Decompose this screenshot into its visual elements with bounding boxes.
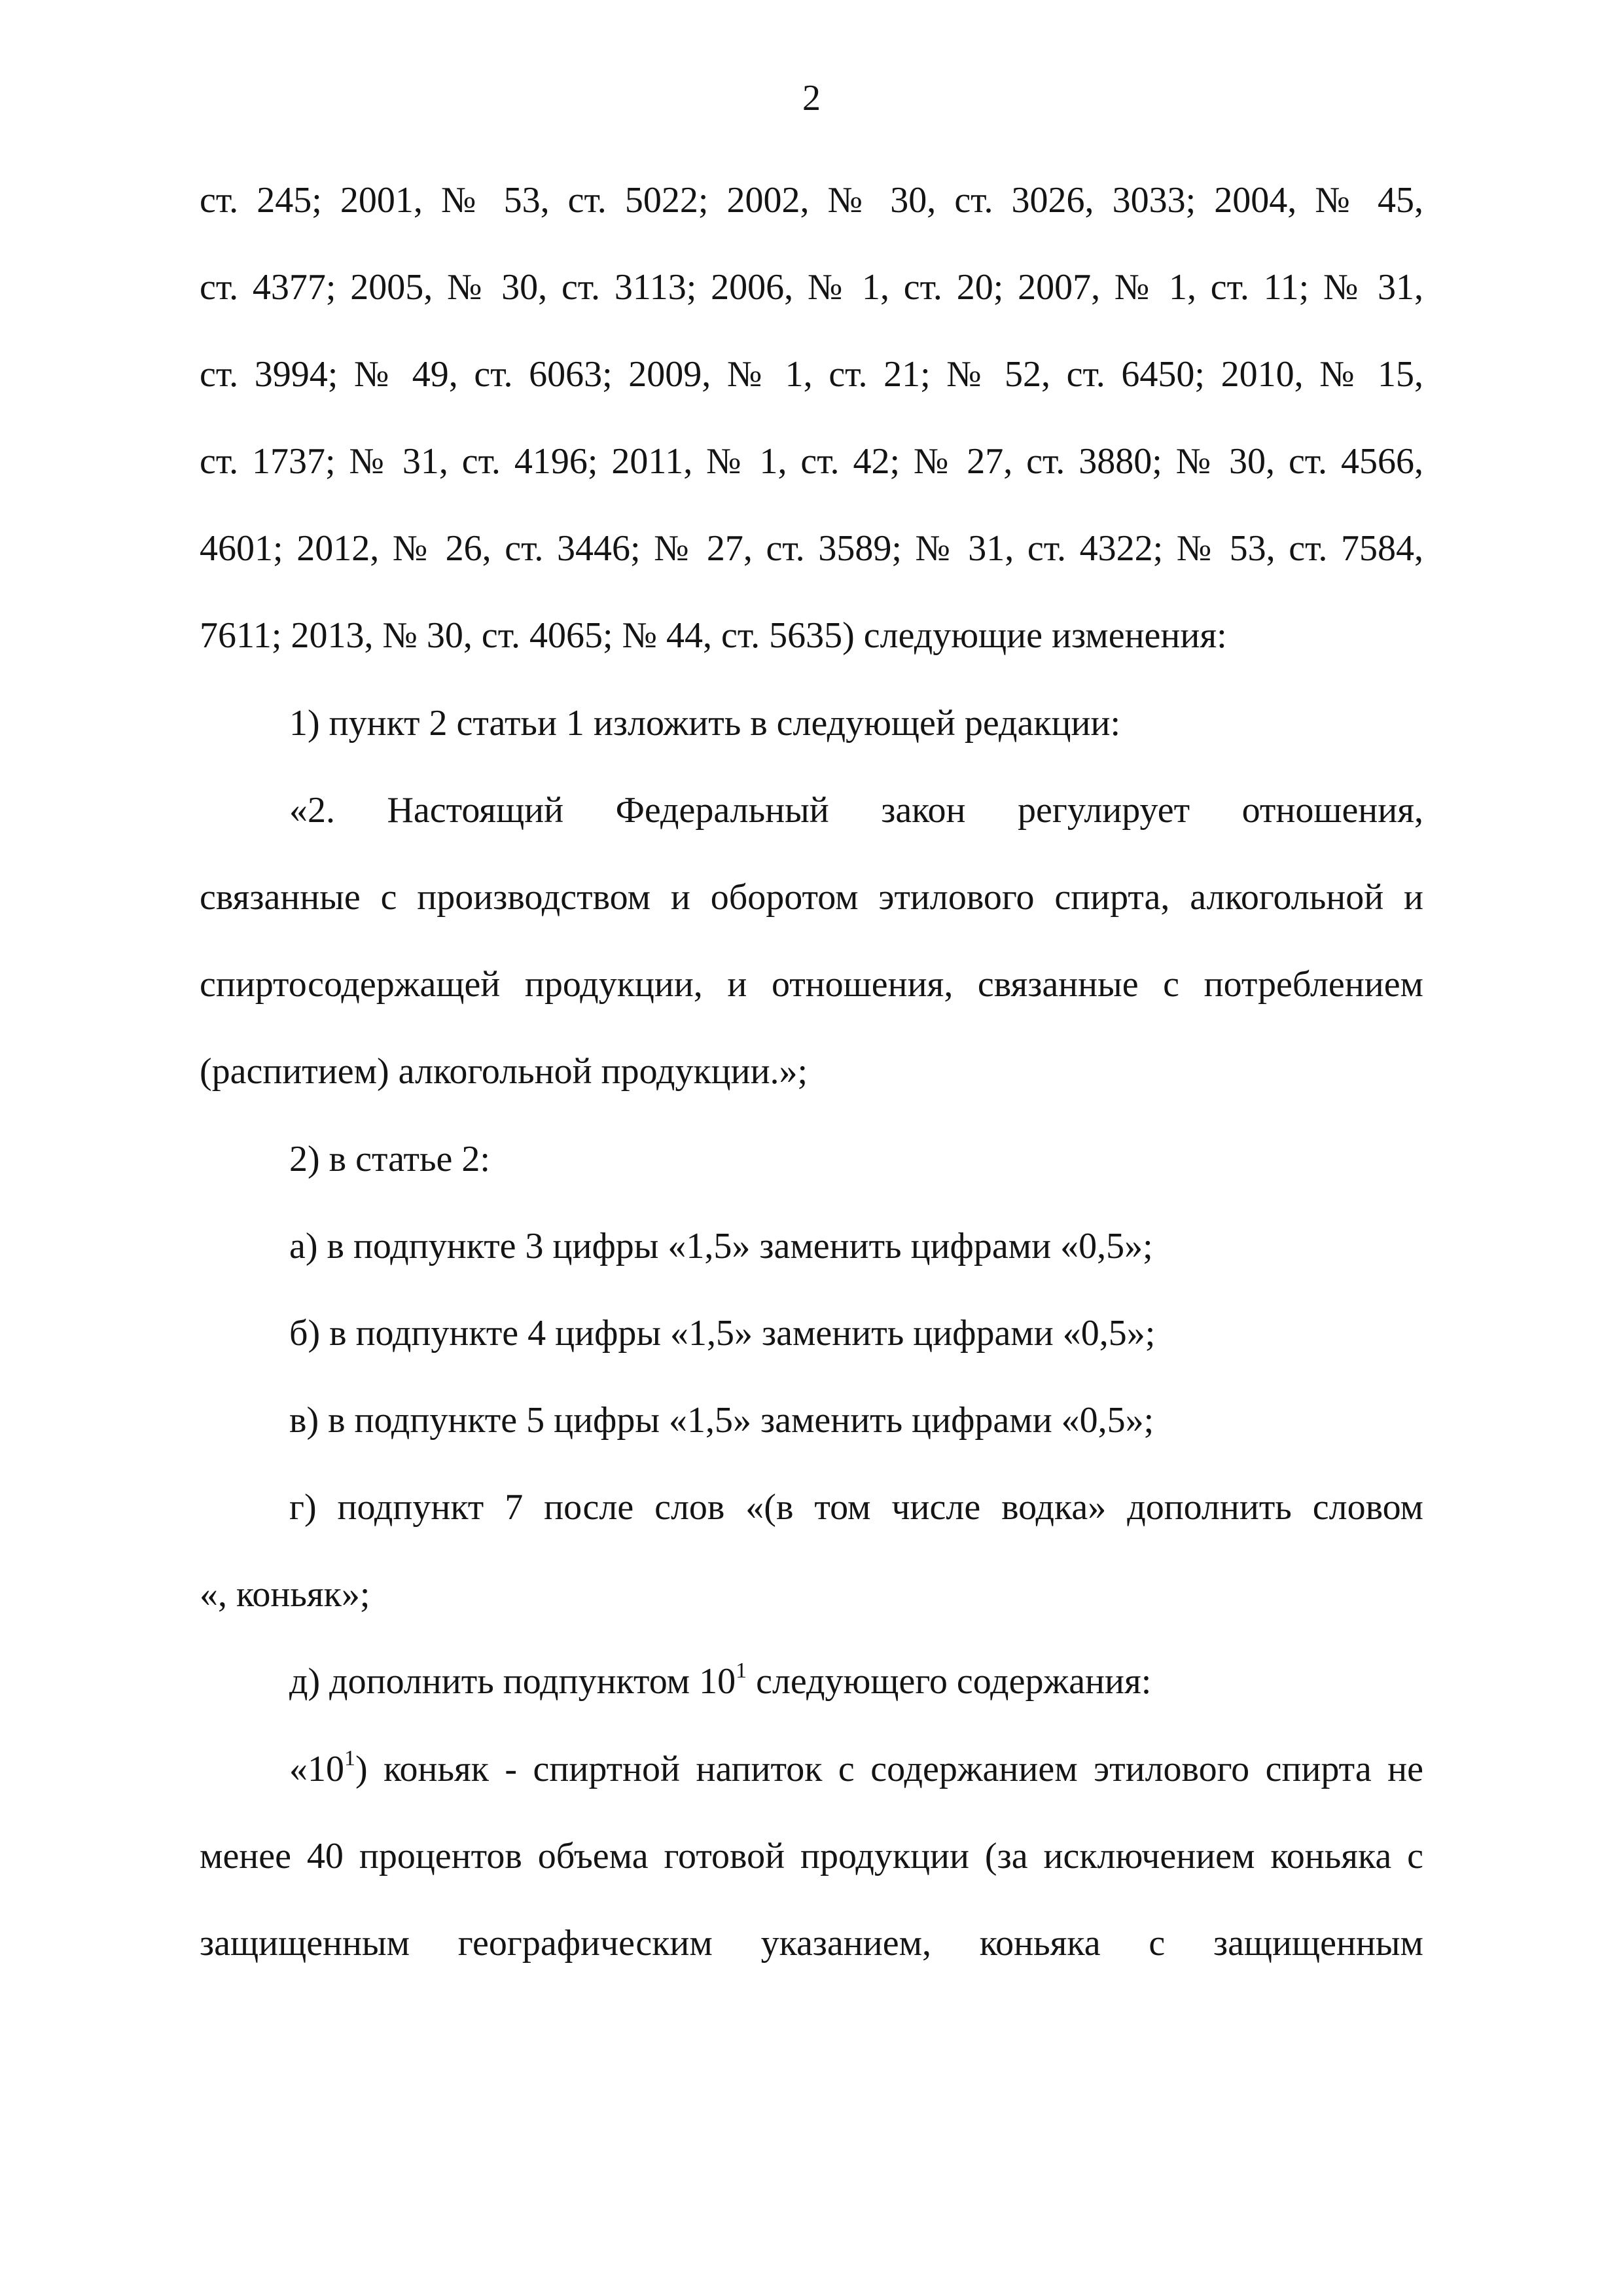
item1-quote-line-1: «2. Настоящий Федеральный закон регулирует отношения, (289, 790, 1423, 831)
references-line-1: ст. 245; 2001, № 53, ст. 5022; 2002, № 30, ст. 3026, 3033; 2004, № 45, (200, 180, 1423, 221)
references-line-2: ст. 4377; 2005, № 30, ст. 3113; 2006, № 1, ст. 20; 2007, № 1, ст. 11; № 31, (200, 267, 1423, 308)
item1-quote-line-4: (распитием) алкогольной продукции.»; (200, 1051, 808, 1092)
item1-intro: 1) пункт 2 статьи 1 изложить в следующей редакции: (289, 703, 1121, 744)
page-number: 2 (802, 78, 821, 118)
definition-superscript: 1 (344, 1746, 355, 1771)
item1-quote-line-3: спиртосодержащей продукции, и отношения, связанные с потреблением (200, 964, 1423, 1005)
sub-d-superscript: 1 (736, 1659, 747, 1683)
definition-line-3: защищенным географическим указанием, коньяка с защищенным (200, 1923, 1423, 1964)
definition-text-after: ) коньяк - спиртной напиток с содержанием этилового спирта не (355, 1749, 1423, 1789)
item2-sub-g-line-2: «, коньяк»; (200, 1574, 370, 1615)
item2-sub-g-line-1: г) подпункт 7 после слов «(в том числе водка» дополнить словом (289, 1487, 1423, 1528)
item2-sub-b: б) в подпункте 4 цифры «1,5» заменить цифрами «0,5»; (289, 1313, 1156, 1354)
references-line-5: 4601; 2012, № 26, ст. 3446; № 27, ст. 3589; № 31, ст. 4322; № 53, ст. 7584, (200, 528, 1423, 569)
definition-text-before: «10 (289, 1749, 344, 1789)
item2-sub-a: а) в подпункте 3 цифры «1,5» заменить цифрами «0,5»; (289, 1226, 1153, 1266)
definition-line-1 (200, 1746, 1423, 1792)
item2-sub-v: в) в подпункте 5 цифры «1,5» заменить цифрами «0,5»; (289, 1400, 1154, 1441)
sub-d-text-after: следующего содержания: (747, 1661, 1152, 1702)
sub-d-text-before: д) дополнить подпунктом 10 (289, 1661, 736, 1702)
item2-sub-d (200, 1659, 1423, 1704)
references-line-3: ст. 3994; № 49, ст. 6063; 2009, № 1, ст. 21; № 52, ст. 6450; 2010, № 15, (200, 354, 1423, 395)
item2-intro: 2) в статье 2: (289, 1139, 490, 1179)
definition-line-2: менее 40 процентов объема готовой продукции (за исключением коньяка с (200, 1836, 1423, 1876)
references-line-6: 7611; 2013, № 30, ст. 4065; № 44, ст. 5635) следующие изменения: (200, 615, 1227, 656)
item1-quote-line-2: связанные с производством и оборотом этилового спирта, алкогольной и (200, 877, 1423, 918)
references-line-4: ст. 1737; № 31, ст. 4196; 2011, № 1, ст. 42; № 27, ст. 3880; № 30, ст. 4566, (200, 441, 1423, 482)
